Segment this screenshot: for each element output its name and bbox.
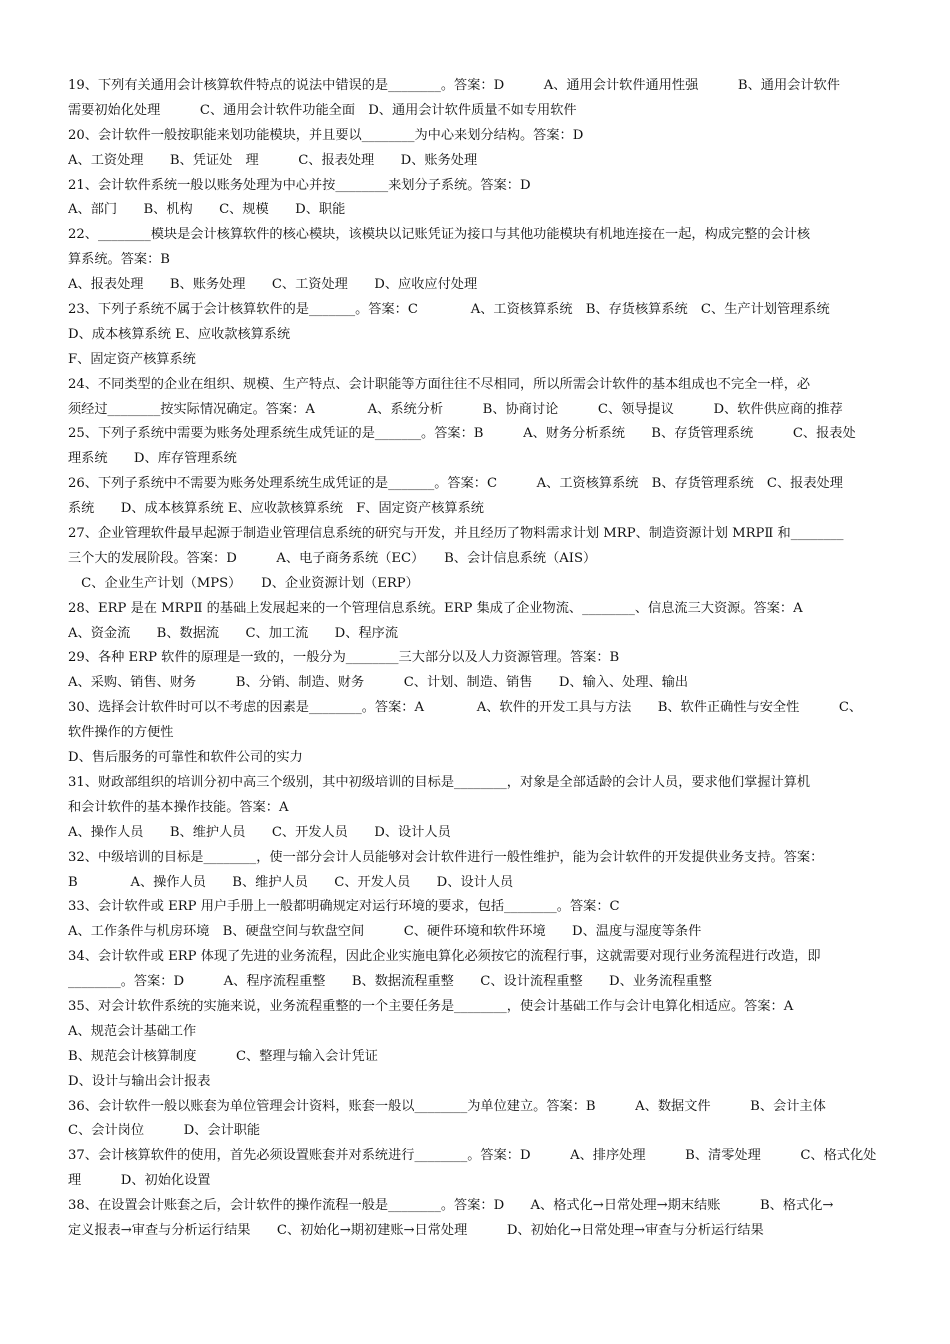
text-line: 定义报表→审查与分析运行结果 C、初始化→期初建账→日常处理 D、初始化→日常处理→审查与分析运行结果 [68,1222,764,1238]
text-line: 28、ERP 是在 MRPⅡ 的基础上发展起来的一个管理信息系统。ERP 集成了企业物流、________、信息流三大资源。答案：A [68,600,803,616]
text-line: 32、中级培训的目标是________，使一部分会计人员能够对会计软件进行一般性维护，能为会计软件的开发提供业务支持。答案： [68,849,824,865]
text-line: 36、会计软件一般以账套为单位管理会计资料，账套一般以________为单位建立。答案：B A、数据文件 B、会计主体 [68,1098,826,1114]
text-line: A、采购、销售、财务 B、分销、制造、财务 C、计划、制造、销售 D、输入、处理、输出 [68,675,689,691]
text-line: A、规范会计基础工作 [68,1023,197,1039]
text-line: 29、各种 ERP 软件的原理是一致的，一般分为________三大部分以及人力资源管理。答案：B [68,650,620,666]
text-line: A、部门 B、机构 C、规模 D、职能 [68,202,346,218]
text-line: B A、操作人员 B、维护人员 C、开发人员 D、设计人员 [68,874,514,890]
text-line: 19、下列有关通用会计核算软件特点的说法中错误的是________。答案：D A、通用会计软件通用性强 B、通用会计软件 [68,78,840,93]
text-line: F、固定资产核算系统 [68,351,196,367]
text-line: 22、________模块是会计核算软件的核心模块，该模块以记账凭证为接口与其他功能模块有机地连接在一起，构成完整的会计核 [68,227,811,243]
text-line: 27、企业管理软件最早起源于制造业管理信息系统的研究与开发，并且经历了物料需求计划 MRP、制造资源计划 MRPⅡ 和________ [68,526,844,542]
text-line: A、工作条件与机房环境 B、硬盘空间与软盘空间 C、硬件环境和软件环境 D、温度与湿度等条件 [68,924,702,940]
text-line: 算系统。答案：B [68,252,171,268]
text-line: 理 D、初始化设置 [68,1173,211,1189]
text-line: 和会计软件的基本操作技能。答案：A [68,799,289,815]
text-line: D、售后服务的可靠性和软件公司的实力 [68,750,303,766]
text-line: 须经过________按实际情况确定。答案：A A、系统分析 B、协商讨论 C、领导提议 D、软件供应商的推荐 [68,401,843,417]
text-line: 20、会计软件一般按职能来划功能模块，并且要以________为中心来划分结构。答案：D [68,127,584,143]
text-line: 21、会计软件系统一般以账务处理为中心并按________来划分子系统。答案：D [68,177,531,193]
text-line: A、资金流 B、数据流 C、加工流 D、程序流 [68,625,399,641]
text-line: 31、财政部组织的培训分初中高三个级别，其中初级培训的目标是________，对象是全部适龄的会计人员，要求他们掌握计算机 [68,774,811,790]
text-line: 系统 D、成本核算系统 E、应收款核算系统 F、固定资产核算系统 [68,501,484,517]
text-line: 25、下列子系统中需要为账务处理系统生成凭证的是_______。答案：B A、财务分析系统 B、存货管理系统 C、报表处 [68,426,856,442]
text-line: 37、会计核算软件的使用，首先必须设置账套并对系统进行________。答案：D A、排序处理 B、清零处理 C、格式化处 [68,1148,877,1164]
text-line: C、企业生产计划（MPS） D、企业资源计划（ERP） [68,575,419,591]
text-line: 38、在设置会计账套之后，会计软件的操作流程一般是________。答案：D A、格式化→日常处理→期末结账 B、格式化→ [68,1198,834,1214]
text-line: A、工资处理 B、凭证处 理 C、报表处理 D、账务处理 [68,152,478,168]
text-line: 26、下列子系统中不需要为账务处理系统生成凭证的是_______。答案：C A、工资核算系统 B、存货管理系统 C、报表处理 [68,476,843,492]
text-line: D、成本核算系统 E、应收款核算系统 [68,326,291,342]
text-line: A、操作人员 B、维护人员 C、开发人员 D、设计人员 [68,824,451,840]
text-line: D、设计与输出会计报表 [68,1073,211,1089]
text-line: 需要初始化处理 C、通用会计软件功能全面 D、通用会计软件质量不如专用软件 [68,102,577,118]
text-line: 23、下列子系统不属于会计核算软件的是_______。答案：C A、工资核算系统 B、存货核算系统 C、生产计划管理系统 [68,302,830,318]
text-line: 35、对会计软件系统的实施来说，业务流程重整的一个主要任务是________，使会计基础工作与会计电算化相适应。答案：A [68,998,794,1014]
text-line: A、报表处理 B、账务处理 C、工资处理 D、应收应付处理 [68,277,478,293]
text-line: 24、不同类型的企业在组织、规模、生产特点、会计职能等方面往往不尽相同，所以所需会计软件的基本组成也不完全一样，必 [68,376,811,392]
text-line: ________。答案：D A、程序流程重整 B、数据流程重整 C、设计流程重整 D、业务流程重整 [68,974,712,990]
text-line: 34、会计软件或 ERP 体现了先进的业务流程，因此企业实施电算化必须按它的流程行事，这就需要对现行业务流程进行改造，即 [68,949,821,965]
text-line: 33、会计软件或 ERP 用户手册上一般都明确规定对运行环境的要求，包括________。答案：C [68,899,620,915]
text-line: 三个大的发展阶段。答案：D A、电子商务系统（EC） B、会计信息系统（AIS） [68,550,597,566]
text-line: B、规范会计核算制度 C、整理与输入会计凭证 [68,1048,378,1064]
text-line: 理系统 D、库存管理系统 [68,451,237,467]
document-page [68,74,886,1244]
text-line: C、会计岗位 D、会计职能 [68,1123,261,1139]
text-line: 软件操作的方便性 [68,725,174,741]
text-line: 30、选择会计软件时可以不考虑的因素是________。答案：A A、软件的开发工具与方法 B、软件正确性与安全性 C、 [68,700,863,716]
